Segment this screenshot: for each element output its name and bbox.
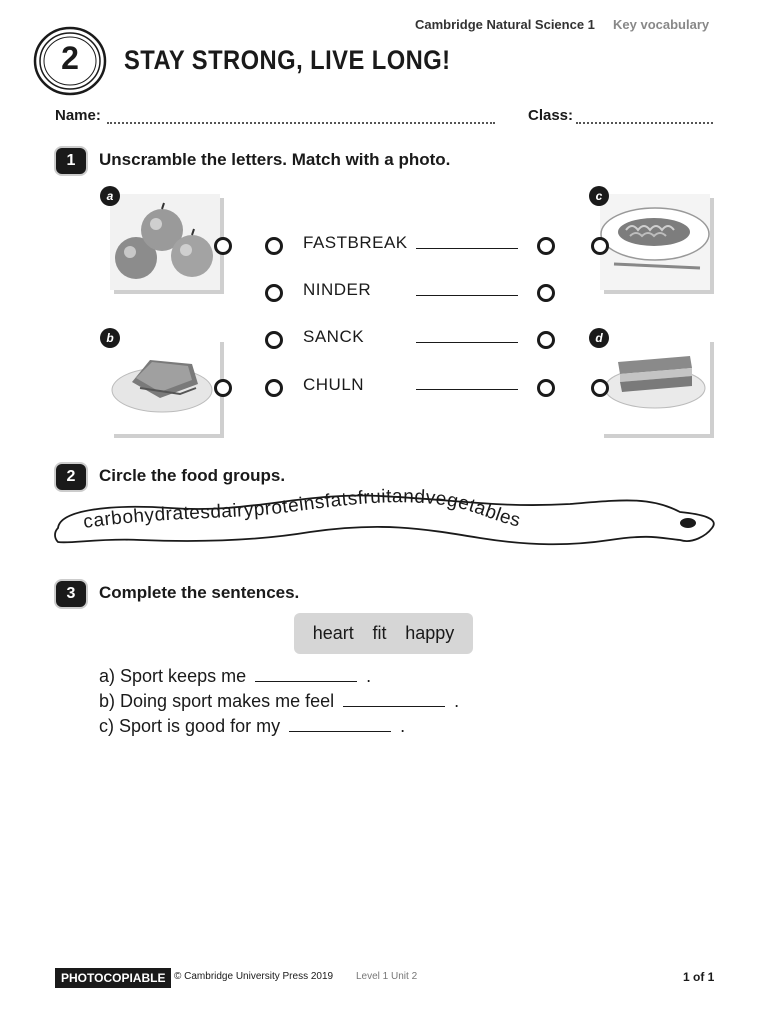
sentence-b <box>99 691 459 712</box>
photo-b-match-dot[interactable] <box>214 379 232 397</box>
word-3-right-dot[interactable] <box>537 331 555 349</box>
sentence-c <box>99 716 405 737</box>
sentence-label: c) <box>99 716 114 736</box>
photo-a-match-dot[interactable] <box>214 237 232 255</box>
answer-line-2[interactable] <box>416 295 518 296</box>
exercise-1-number: 1 <box>56 148 86 174</box>
sentence-blank[interactable] <box>289 731 391 732</box>
section-title: Key vocabulary <box>613 17 710 32</box>
photo-d-match-dot[interactable] <box>591 379 609 397</box>
word-bank-item: heart <box>312 623 354 643</box>
photocopiable-badge: PHOTOCOPIABLE <box>55 968 171 988</box>
exercise-2-instruction: Circle the food groups. <box>99 466 286 485</box>
word-1-left-dot[interactable] <box>265 237 283 255</box>
sentence-text: Doing sport makes me feel <box>120 691 335 711</box>
unit-badge <box>33 26 107 96</box>
sandwich-photo <box>600 338 710 434</box>
snake-text: carbohydratesdairyproteinsfatsfruitandvegetables <box>82 488 523 533</box>
exercise-3-instruction: Complete the sentences. <box>99 583 300 602</box>
word-2-left-dot[interactable] <box>265 284 283 302</box>
snake-eye <box>680 518 696 528</box>
word-bank-item: fit <box>372 623 387 643</box>
answer-line-1[interactable] <box>416 248 518 249</box>
sentence-end: . <box>400 716 406 736</box>
scrambled-word-3: SANCK <box>303 327 365 346</box>
word-4-right-dot[interactable] <box>537 379 555 397</box>
word-snake[interactable] <box>50 488 720 563</box>
photo-tag-c: c <box>589 186 609 206</box>
exercise-3-number: 3 <box>56 581 86 607</box>
scrambled-word-2: NINDER <box>303 280 372 299</box>
sentence-text: Sport is good for my <box>119 716 281 736</box>
word-4-left-dot[interactable] <box>265 379 283 397</box>
unit-number: 2 <box>61 40 79 76</box>
name-label: Name: <box>55 107 101 124</box>
sentence-a <box>99 666 371 687</box>
answer-line-4[interactable] <box>416 389 518 390</box>
sentence-end: . <box>366 666 372 686</box>
sentence-label: b) <box>99 691 116 711</box>
word-bank <box>294 613 473 654</box>
exercise-1-instruction: Unscramble the letters. Match with a photo. <box>99 150 451 169</box>
pasta-photo <box>600 194 710 290</box>
book-title: Cambridge Natural Science 1 <box>415 17 595 32</box>
word-bank-item: happy <box>405 623 455 643</box>
answer-line-3[interactable] <box>416 342 518 343</box>
photo-c-match-dot[interactable] <box>591 237 609 255</box>
scrambled-word-4: CHULN <box>303 375 365 394</box>
name-field[interactable] <box>107 122 495 124</box>
photo-tag-d: d <box>589 328 609 348</box>
apples-photo <box>110 194 220 290</box>
class-field[interactable] <box>576 122 713 124</box>
page-title: STAY STRONG, LIVE LONG! <box>124 45 451 75</box>
scrambled-word-1: FASTBREAK <box>303 233 408 252</box>
page-number: 1 of 1 <box>683 970 715 984</box>
sentence-blank[interactable] <box>343 706 445 707</box>
word-3-left-dot[interactable] <box>265 331 283 349</box>
sentence-blank[interactable] <box>255 681 357 682</box>
sentence-end: . <box>454 691 460 711</box>
word-1-right-dot[interactable] <box>537 237 555 255</box>
exercise-2-number: 2 <box>56 464 86 490</box>
sentence-label: a) <box>99 666 116 686</box>
word-2-right-dot[interactable] <box>537 284 555 302</box>
toast-photo <box>110 338 220 434</box>
level-info: Level 1 Unit 2 <box>356 971 418 982</box>
sentence-text: Sport keeps me <box>120 666 247 686</box>
photo-tag-b: b <box>100 328 120 348</box>
copyright: © Cambridge University Press 2019 <box>174 971 334 982</box>
photo-tag-a: a <box>100 186 120 206</box>
class-label: Class: <box>528 107 574 124</box>
